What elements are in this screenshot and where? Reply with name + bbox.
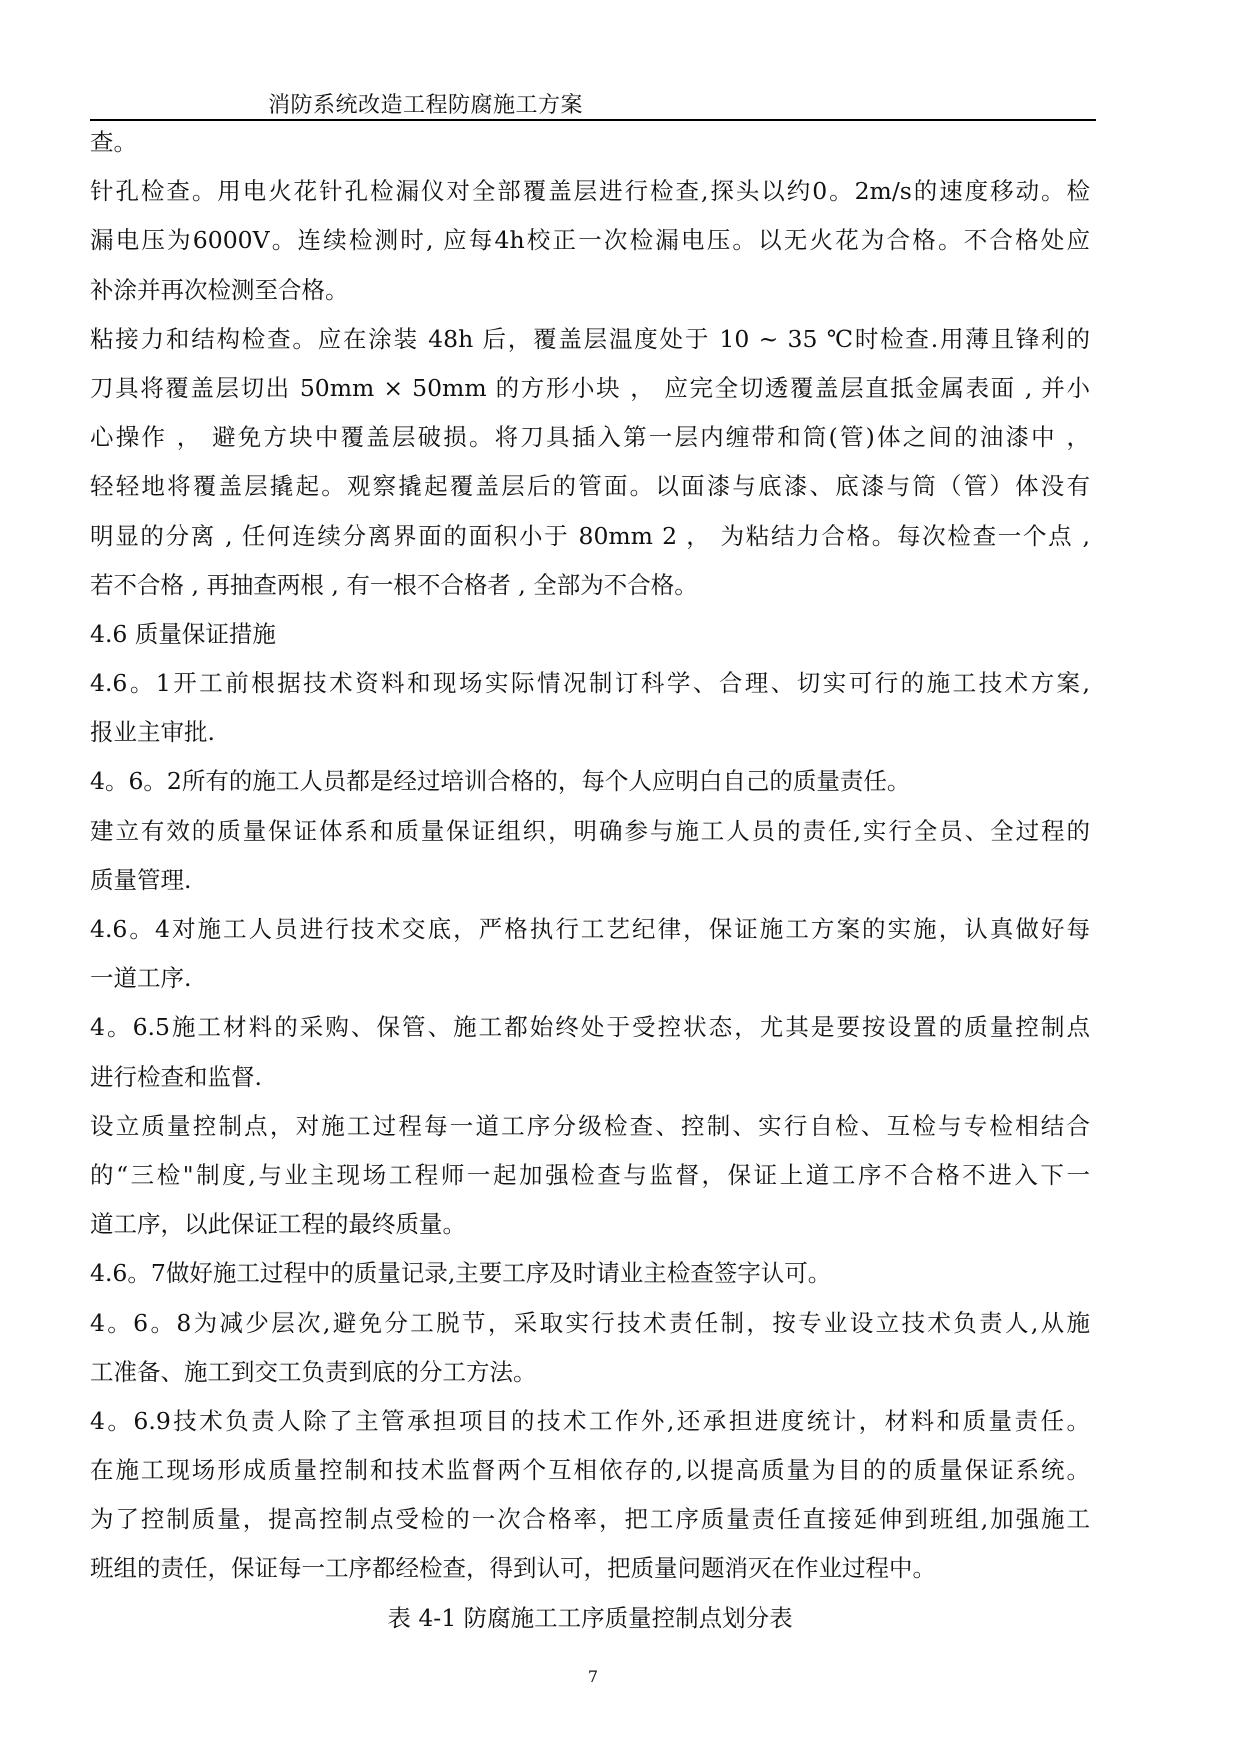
text-line: 在施工现场形成质量控制和技术监督两个互相依存的,以提高质量为目的的质量保证系统。: [90, 1456, 1090, 1485]
text-line: 进行检查和监督.: [90, 1062, 262, 1091]
text-line: 班组的责任，保证每一工序都经检查，得到认可，把质量问题消灭在作业过程中。: [90, 1554, 936, 1583]
text-line: 查。: [90, 128, 137, 156]
text-line: 4.6 质量保证措施: [90, 619, 276, 648]
text-line: 补涂并再次检测至合格。: [90, 275, 349, 304]
text-line: 4。6.9技术负责人除了主管承担项目的技术工作外,还承担进度统计，材料和质量责任。: [90, 1406, 1090, 1435]
text-line: 一道工序.: [90, 964, 192, 993]
text-line: 4.6。4对施工人员进行技术交底，严格执行工艺纪律，保证施工方案的实施，认真做好每: [90, 915, 1090, 943]
text-line: 道工序，以此保证工程的最终质量。: [90, 1210, 466, 1239]
text-line: 明显的分离 , 任何连续分离界面的面积小于 80mm 2 ， 为粘结力合格。每次检查一个点 ,: [90, 521, 1090, 550]
table-caption: 表 4-1 防腐施工工序质量控制点划分表: [387, 1603, 793, 1632]
text-line: 4.6。1开工前根据技术资料和现场实际情况制订科学、合理、切实可行的施工技术方案,: [90, 669, 1090, 698]
text-line: 设立质量控制点，对施工过程每一道工序分级检查、控制、实行自检、互检与专检相结合: [90, 1111, 1090, 1140]
text-line: 粘接力和结构检查。应在涂装 48h 后，覆盖层温度处于 10 ~ 35 ℃时检查.用薄且锋利的: [90, 324, 1090, 353]
text-line: 4.6。7做好施工过程中的质量记录,主要工序及时请业主检查签字认可。: [90, 1259, 832, 1288]
text-line: 漏电压为6000V。连续检测时, 应每4h校正一次检漏电压。以无火花为合格。不合格处应: [90, 226, 1090, 255]
text-line: 质量管理.: [90, 865, 192, 894]
page-number: 7: [587, 1667, 599, 1686]
document-body: [90, 118, 1090, 1643]
text-line: 为了控制质量，提高控制点受检的一次合格率，把工序质量责任直接延伸到班组,加强施工: [90, 1505, 1090, 1534]
text-line: 报业主审批.: [90, 718, 215, 747]
text-line: 轻轻地将覆盖层撬起。观察撬起覆盖层后的管面。以面漆与底漆、底漆与筒（管）体没有: [90, 472, 1090, 501]
text-line: 的“三检"制度,与业主现场工程师一起加强检查与监督，保证上道工序不合格不进入下一: [90, 1160, 1090, 1189]
text-line: 建立有效的质量保证体系和质量保证组织，明确参与施工人员的责任,实行全员、全过程的: [90, 816, 1090, 845]
text-line: 针孔检查。用电火花针孔检漏仪对全部覆盖层进行检查,探头以约0。2m/s的速度移动。检: [90, 177, 1090, 206]
text-line: 4。6.5施工材料的采购、保管、施工都始终处于受控状态，尤其是要按设置的质量控制点: [90, 1013, 1090, 1042]
text-line: 刀具将覆盖层切出 50mm × 50mm 的方形小块 ， 应完全切透覆盖层直抵金属表面 , 并小: [90, 373, 1090, 402]
header-title: 消防系统改造工程防腐施工方案: [268, 93, 584, 118]
text-line: 4。6。2所有的施工人员都是经过培训合格的，每个人应明白自己的质量责任。: [90, 767, 911, 796]
page-header: [90, 86, 1096, 121]
text-line: 若不合格 , 再抽查两根 , 有一根不合格者 , 全部为不合格。: [90, 570, 698, 599]
text-line: 4。6。8为减少层次,避免分工脱节，采取实行技术责任制，按专业设立技术负责人,从施: [90, 1308, 1090, 1337]
text-line: 心操作 ， 避免方块中覆盖层破损。将刀具插入第一层内缠带和筒(管)体之间的油漆中 ，: [90, 423, 1090, 452]
text-line: 工准备、施工到交工负责到底的分工方法。: [90, 1357, 537, 1386]
